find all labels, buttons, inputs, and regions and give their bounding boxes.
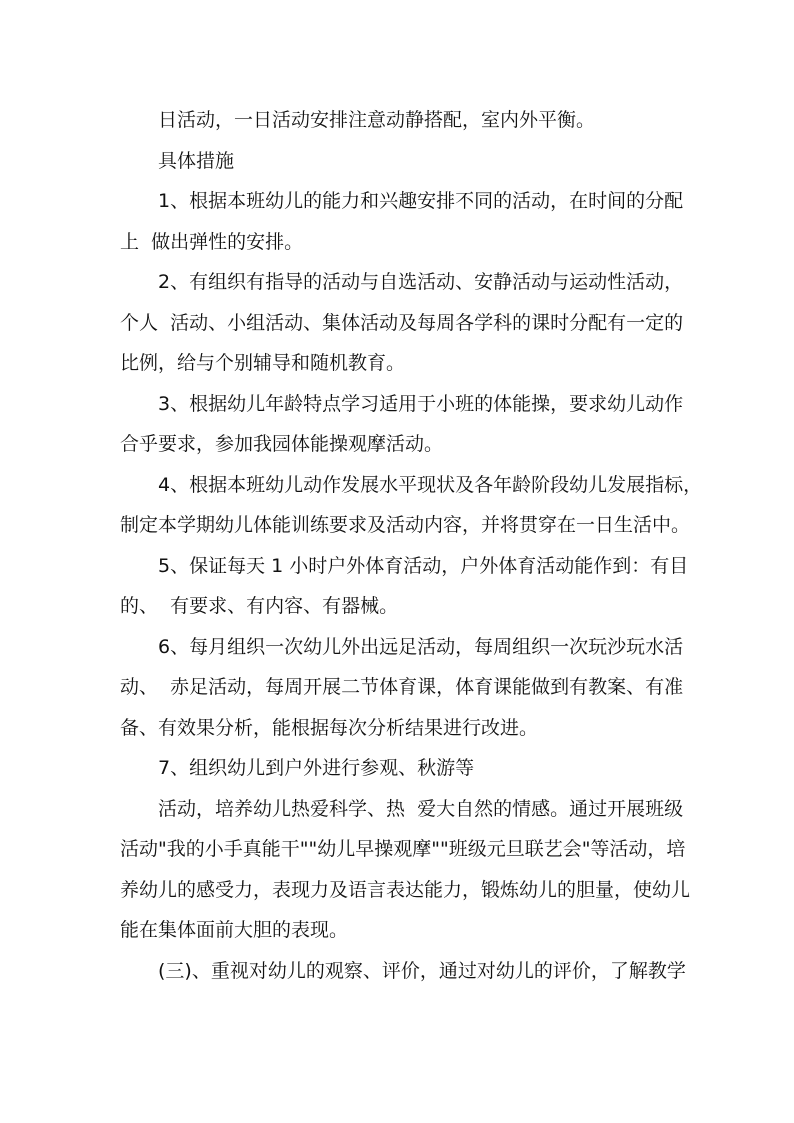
text-line: 动、 赤足活动，每周开展二节体育课，体育课能做到有教案、有准 [120,676,684,698]
text-line: 能在集体面前大胆的表现。 [120,919,349,941]
text-line: 比例，给与个别辅导和随机教育。 [120,352,406,374]
text-line: 合乎要求，参加我园体能操观摩活动。 [120,433,444,455]
text-line: 5、保证每天 1 小时户外体育活动，户外体育活动能作到：有目 [158,554,689,577]
section-heading: 具体措施 [158,149,235,172]
text-line: 3、根据幼儿年龄特点学习适用于小班的体能操，要求幼儿动作 [158,392,684,415]
text-line: 养幼儿的感受力，表现力及语言表达能力，锻炼幼儿的胆量，使幼儿 [120,878,691,901]
text-line: 2、有组织有指导的活动与自选活动、安静活动与运动性活动， [158,271,684,293]
text-line: (三)、重视对幼儿的观察、评价，通过对幼儿的评价，了解教学 [158,959,686,982]
text-line: 活动"我的小手真能干""幼儿早操观摩""班级元旦联艺会"等活动，培 [120,838,686,860]
text-line: 日活动，一日活动安排注意动静搭配，室内外平衡。 [158,109,596,131]
text-line: 活动，培养幼儿热爱科学、热 爱大自然的情感。通过开展班级 [158,797,684,820]
text-line: 上 做出弹性的安排。 [120,230,304,253]
text-line: 制定本学期幼儿体能训练要求及活动内容，并将贯穿在一日生活中。 [120,514,691,536]
text-line: 7、组织幼儿到户外进行参观、秋游等 [158,757,475,779]
text-line: 6、每月组织一次幼儿外出远足活动，每周组织一次玩沙玩水活 [158,635,684,658]
text-line: 1、根据本班幼儿的能力和兴趣安排不同的活动，在时间的分配 [158,190,684,212]
text-line: 个人 活动、小组活动、集体活动及每周各学科的课时分配有一定的 [120,311,684,334]
body-text [120,100,703,991]
text-line: 的、 有要求、有内容、有器械。 [120,595,399,617]
text-line: 备、有效果分析，能根据每次分析结果进行改进。 [120,716,539,739]
text-line: 4、根据本班幼儿动作发展水平现状及各年龄阶段幼儿发展指标， [158,473,703,496]
